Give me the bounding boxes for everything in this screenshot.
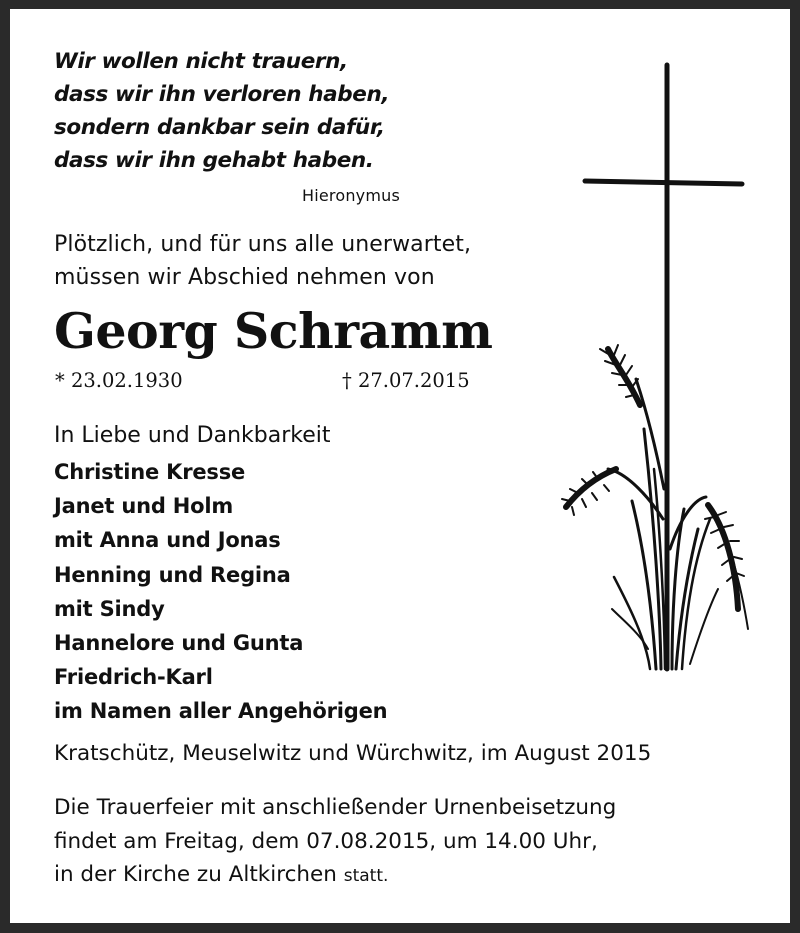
funeral-line: Die Trauerfeier mit anschließender Urnenbeisetzung	[54, 795, 617, 820]
quote-line: sondern dankbar sein dafür,	[54, 115, 385, 140]
funeral-line	[54, 858, 616, 894]
funeral-details	[54, 791, 616, 894]
deceased-name: Georg Schramm	[54, 302, 493, 360]
quote-line: dass wir ihn verloren haben,	[54, 82, 390, 107]
intro-line: müssen wir Abschied nehmen von	[54, 265, 435, 290]
funeral-location: in der Kirche zu Altkirchen	[54, 862, 337, 887]
funeral-line: findet am Freitag, dem 07.08.2015, um 14.00 Uhr,	[54, 828, 598, 854]
quote-block	[54, 45, 389, 177]
mourner-name: Janet und Holm	[54, 494, 234, 519]
funeral-suffix: statt.	[343, 866, 389, 886]
mourner-name: Friedrich-Karl	[54, 665, 213, 690]
mourner-name: im Namen aller Angehörigen	[54, 699, 388, 724]
mourner-name: Christine Kresse	[54, 460, 246, 484]
quote-line: dass wir ihn gehabt haben.	[54, 148, 374, 173]
mourners-list	[54, 455, 387, 729]
place-and-date: Kratschütz, Meuselwitz und Würchwitz, im August 2015	[54, 741, 652, 766]
mourner-name: mit Anna und Jonas	[54, 528, 281, 553]
obituary-notice	[10, 9, 790, 923]
mourner-name: mit Sindy	[54, 596, 165, 621]
quote-line: Wir wollen nicht trauern,	[54, 49, 348, 74]
cross-with-wheat-icon	[548, 49, 780, 689]
quote-author: Hieronymus	[302, 186, 401, 205]
death-date: † 27.07.2015	[342, 369, 470, 392]
mourners-intro: In Liebe und Dankbarkeit	[54, 423, 331, 448]
mourner-name: Henning und Regina	[54, 562, 291, 587]
intro-text	[54, 228, 471, 294]
intro-line: Plötzlich, und für uns alle unerwartet,	[54, 232, 472, 257]
birth-date: * 23.02.1930	[55, 369, 183, 392]
mourner-name: Hannelore und Gunta	[54, 631, 304, 656]
